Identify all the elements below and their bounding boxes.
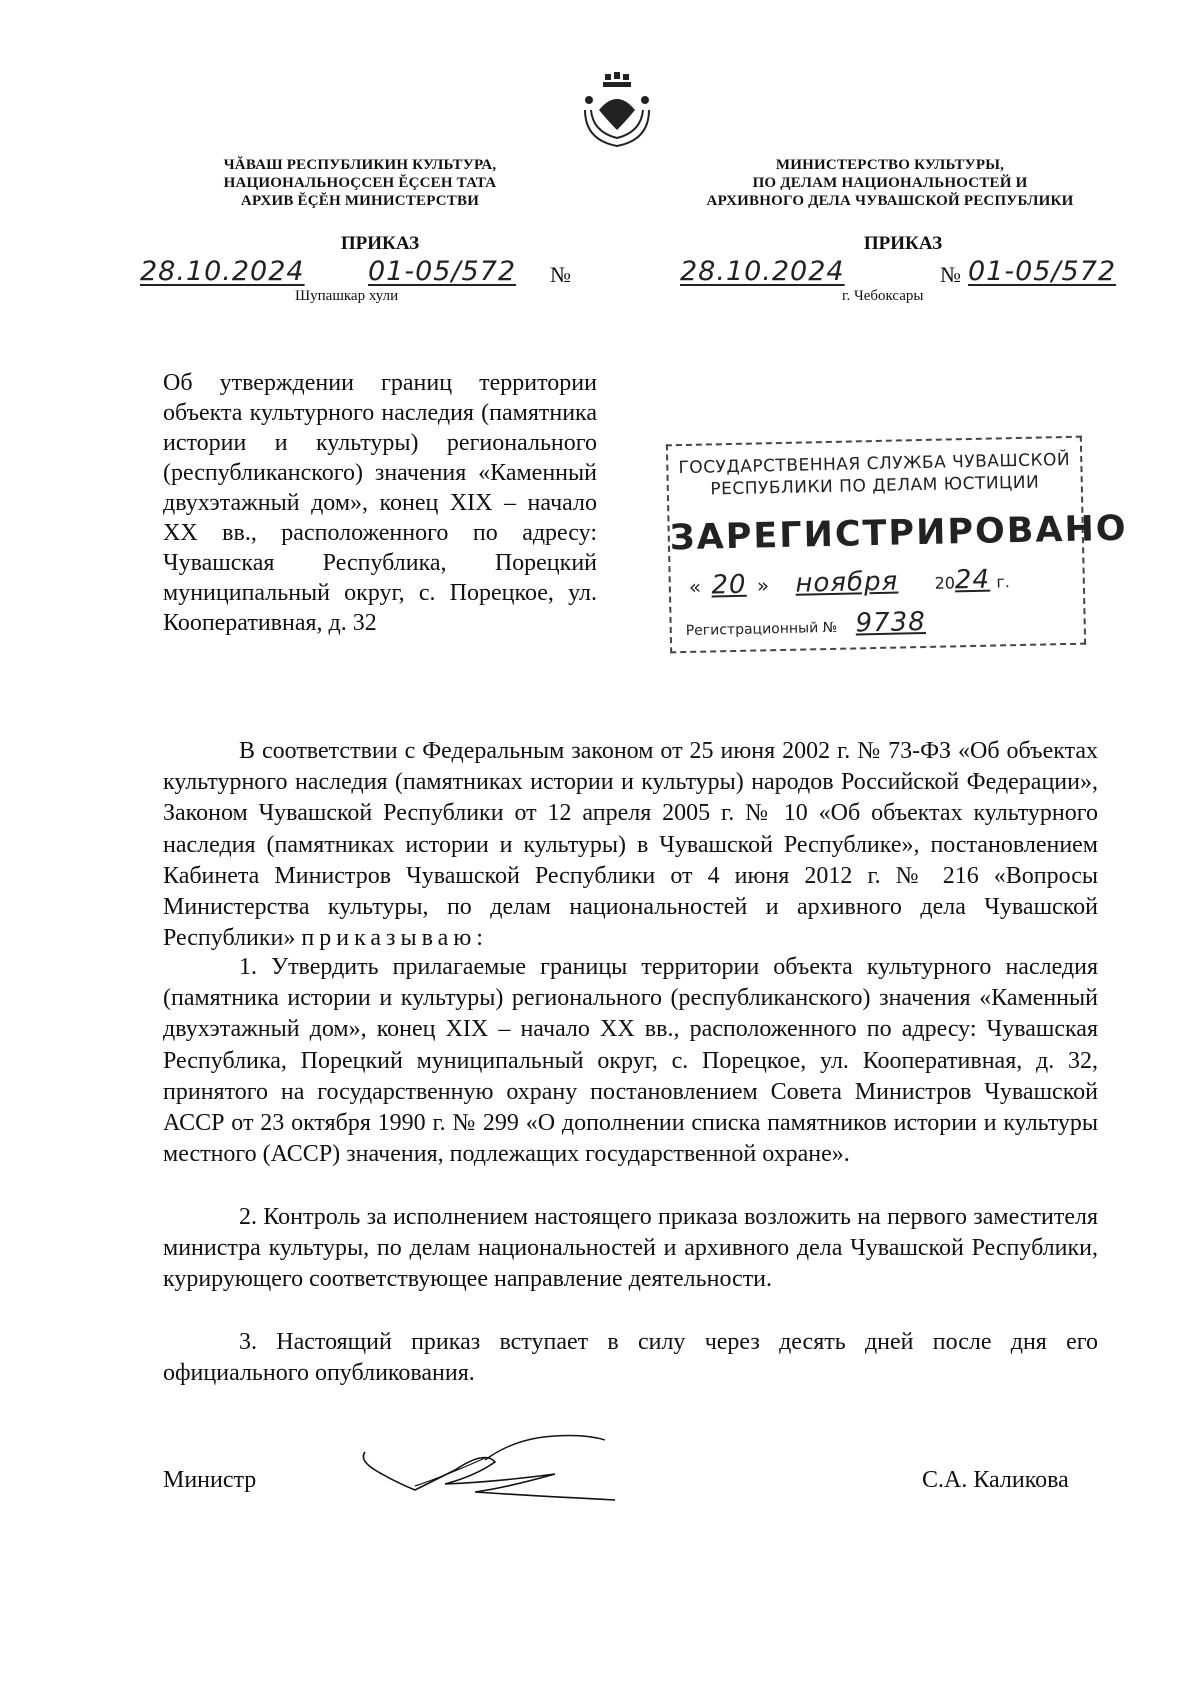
header-left-line-2: НАЦИОНАЛЬНОÇСЕН ĔÇСЕН ТАТА	[223, 175, 497, 191]
order-heading-right: ПРИКАЗ	[863, 233, 943, 254]
header-right-line-1: МИНИСТЕРСТВО КУЛЬТУРЫ,	[775, 157, 1005, 173]
header-left-line-1: ЧĂВАШ РЕСПУБЛИКИН КУЛЬТУРА,	[223, 157, 497, 173]
place-left: Шупашкар хули	[295, 288, 399, 304]
stamp-year-unit: г.	[996, 572, 1011, 592]
stamp-year-prefix: 20	[934, 573, 956, 593]
stamp-line-2: РЕСПУБЛИКИ ПО ДЕЛАМ ЮСТИЦИИ	[710, 472, 1040, 500]
header-left	[180, 156, 540, 210]
paragraph-3: 3. Настоящий приказ вступает в силу через десять дней после дня его официального опубликования.	[163, 1329, 1098, 1387]
signatory-name: С.А. Каликова	[922, 1467, 1069, 1493]
stamp-registered: ЗАРЕГИСТРИРОВАНО	[669, 508, 1128, 559]
registration-stamp	[666, 436, 1128, 654]
order-word: приказываю:	[301, 925, 488, 952]
stamp-month: ноября	[795, 566, 899, 599]
stamp-regno-value: 9738	[855, 606, 927, 639]
stamp-day: 20	[711, 569, 747, 601]
order-date-right: 28.10.2024	[680, 256, 845, 287]
header-right-line-3: АРХИВНОГО ДЕЛА ЧУВАШСКОЙ РЕСПУБЛИКИ	[706, 193, 1074, 209]
paragraph-1: 1. Утвердить прилагаемые границы территории объекта культурного наследия (памятника истории и культуры) регионального (республиканского) значения «Каменный двухэтажный дом», конец XIX – начало XX вв., расположенного по адресу: Чувашская Республика, Порецкий муниципальный округ, с. Порецкое, ул. Кооперативная, д. 32, принятого на государственную охрану постановлением Совета Министров Чувашской АССР от 23 октября 1990 г. № 299 «О дополнении списка памятников истории и культуры местного (АССР) значения, подлежащих государственной охране».	[163, 954, 1098, 1168]
header-right-line-2: ПО ДЕЛАМ НАЦИОНАЛЬНОСТЕЙ И	[752, 175, 1028, 191]
number-sign-right: №	[940, 262, 961, 287]
stamp-quote-open: «	[688, 574, 702, 599]
header-right	[680, 156, 1100, 210]
preamble-text: В соответствии с Федеральным законом от 25 июня 2002 г. № 73-ФЗ «Об объектах культурного наследия (памятниках истории и культуры) народов Российской Федерации», Законом Чувашской Республики от 12 апреля 2005 г. № 10 «Об объектах культурного наследия (памятниках истории и культуры) в Чувашской Республике», постановлением Кабинета Министров Чувашской Республики от 4 июня 2012 г. № 216 «Вопросы Министерства культуры, по делам национальностей и архивного дела Чувашской Республики»	[163, 738, 1098, 952]
number-sign-left: №	[550, 262, 571, 287]
stamp-regno-label: Регистрационный №	[685, 619, 838, 640]
stamp-date	[689, 563, 1070, 601]
emblem-icon	[575, 70, 659, 150]
paragraph-preamble	[163, 736, 1098, 954]
stamp-quote-close: »	[756, 573, 770, 598]
signatory-title: Министр	[163, 1467, 257, 1493]
order-date-left: 28.10.2024	[140, 256, 305, 287]
order-number-left: 01-05/572	[368, 256, 517, 287]
stamp-line-1: ГОСУДАРСТВЕННАЯ СЛУЖБА ЧУВАШСКОЙ	[678, 449, 1071, 479]
place-right: г. Чебоксары	[842, 288, 924, 304]
order-heading-left: ПРИКАЗ	[340, 233, 420, 254]
document-title: Об утверждении границ территории объекта культурного наследия (памятника истории и культуры) регионального (республиканского) значения «Каменный двухэтажный дом», конец XIX – начало XX вв., расположенного по адресу: Чувашская Республика, Порецкий муниципальный округ, с. Порецкое, ул. Кооперативная, д. 32	[163, 370, 597, 636]
header-left-line-3: АРХИВ ĔÇĔН МИНИСТЕРСТВИ	[240, 193, 480, 209]
paragraph-2: 2. Контроль за исполнением настоящего приказа возложить на первого заместителя министра культуры, по делам национальностей и архивного дела Чувашской Республики, курирующего соответствующее направление деятельности.	[163, 1204, 1098, 1293]
stamp-year-suffix: 24	[954, 564, 991, 596]
stamp-regno	[685, 604, 1066, 642]
signature-image	[355, 1430, 635, 1510]
order-number-right: 01-05/572	[968, 256, 1117, 287]
